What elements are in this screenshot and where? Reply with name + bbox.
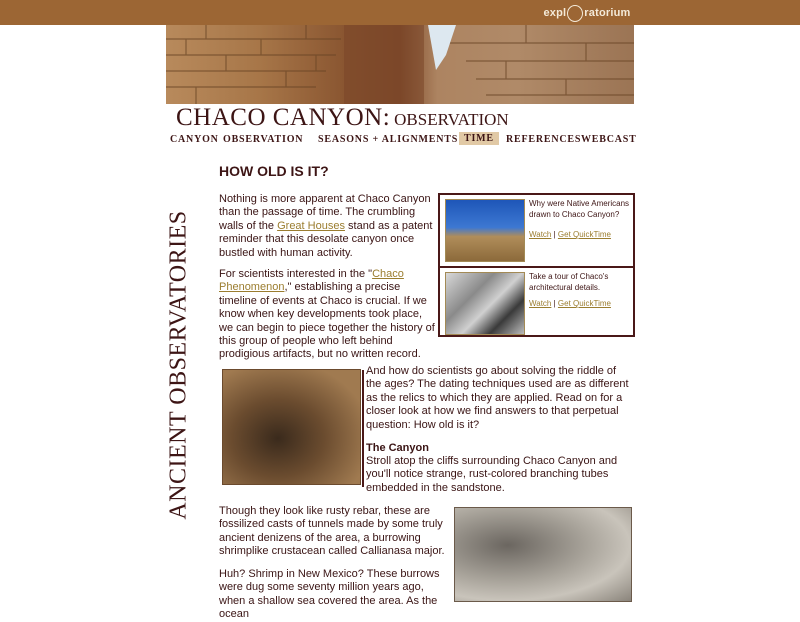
watch-link[interactable]: Watch xyxy=(529,230,552,239)
page-heading: HOW OLD IS IT? xyxy=(219,163,329,179)
section-title-canyon: The Canyon xyxy=(366,442,429,454)
nav-webcast[interactable]: WEBCAST xyxy=(581,134,637,145)
ring-o-icon xyxy=(567,5,583,22)
separator: | xyxy=(553,299,556,308)
site-title-sub: OBSERVATION xyxy=(394,110,509,129)
paragraph-5: Though they look like rusty rebar, these are fossilized casts of tunnels made by some truly ancient denizens of the area, a burrowing shrimplike crustacean called Callianasa major. xyxy=(219,505,445,558)
paragraph-4: Stroll atop the cliffs surrounding Chaco Canyon and you'll notice strange, rust-colored branching tubes embedded in the sandstone. xyxy=(366,455,618,494)
main-nav xyxy=(166,132,637,150)
hero-banner-image xyxy=(166,25,634,104)
para1-text: Nothing is more apparent at Chaco Canyon than the passage of time. The crumbling walls of the xyxy=(219,193,431,232)
video-caption: Why were Native Americans drawn to Chaco Canyon? xyxy=(529,199,630,219)
video-caption: Take a tour of Chaco's architectural details. xyxy=(529,272,609,292)
nav-references[interactable]: REFERENCES xyxy=(506,134,582,145)
intro-paragraph-2 xyxy=(219,268,437,362)
video-box xyxy=(438,193,635,337)
video-links xyxy=(529,299,611,308)
nav-seasons-alignments[interactable]: SEASONS + ALIGNMENTS xyxy=(318,134,459,145)
video-thumbnail-architecture[interactable] xyxy=(445,272,525,335)
stone-wall-illustration xyxy=(166,25,634,104)
logo-text-right: ratorium xyxy=(584,7,631,19)
get-quicktime-link[interactable]: Get QuickTime xyxy=(557,230,611,239)
get-quicktime-link[interactable]: Get QuickTime xyxy=(557,299,611,308)
exploratorium-logo[interactable] xyxy=(541,1,633,25)
shadow-wall xyxy=(344,25,424,104)
paragraph-6: Huh? Shrimp in New Mexico? These burrows were dug some seventy million years ago, when a shallow sea covered the area. As the ocean xyxy=(219,568,440,621)
great-houses-link[interactable]: Great Houses xyxy=(277,219,345,232)
separator: | xyxy=(553,230,556,239)
video-thumbnail-hikers[interactable] xyxy=(445,199,525,262)
video-item xyxy=(440,195,633,264)
logo-text-left: expl xyxy=(543,7,567,19)
top-banner xyxy=(0,0,800,25)
nav-time[interactable]: TIME xyxy=(459,132,499,145)
pueblo-ruins-photo xyxy=(222,369,361,485)
nav-observation[interactable]: OBSERVATION xyxy=(223,134,304,145)
para2-text: For scientists interested in the " xyxy=(219,268,373,280)
divider xyxy=(362,370,364,487)
intro-paragraph-1 xyxy=(219,193,437,260)
fossil-burrows-photo xyxy=(454,507,632,602)
watch-link[interactable]: Watch xyxy=(529,299,552,308)
vertical-section-label xyxy=(164,150,194,580)
site-title-main: CHACO CANYON: xyxy=(176,104,391,131)
ancient-observatories-text: ANCIENT OBSERVATORIES xyxy=(165,210,192,520)
para2-text-after: ," establishing a precise timeline of events at Chaco is crucial. If we know when key developments took place, we can begin to piece together the history of this group of people who left behind prodigious artifacts, but no written record. xyxy=(219,281,435,361)
chaco-phenomenon-link[interactable]: Chaco Phenomenon xyxy=(219,268,404,294)
site-title xyxy=(176,104,509,132)
nav-canyon[interactable]: CANYON xyxy=(170,134,219,145)
video-links xyxy=(529,230,611,239)
para1-text-after: stand as a patent reminder that this desolate canyon once bustled with human activity. xyxy=(219,219,433,259)
paragraph-3: And how do scientists go about solving the riddle of the ages? The dating techniques used are as different as the relics to which they are applied. Read on for a closer look at how we find answers to that perpetual question: How old is it? xyxy=(366,365,629,431)
video-item xyxy=(440,266,633,337)
